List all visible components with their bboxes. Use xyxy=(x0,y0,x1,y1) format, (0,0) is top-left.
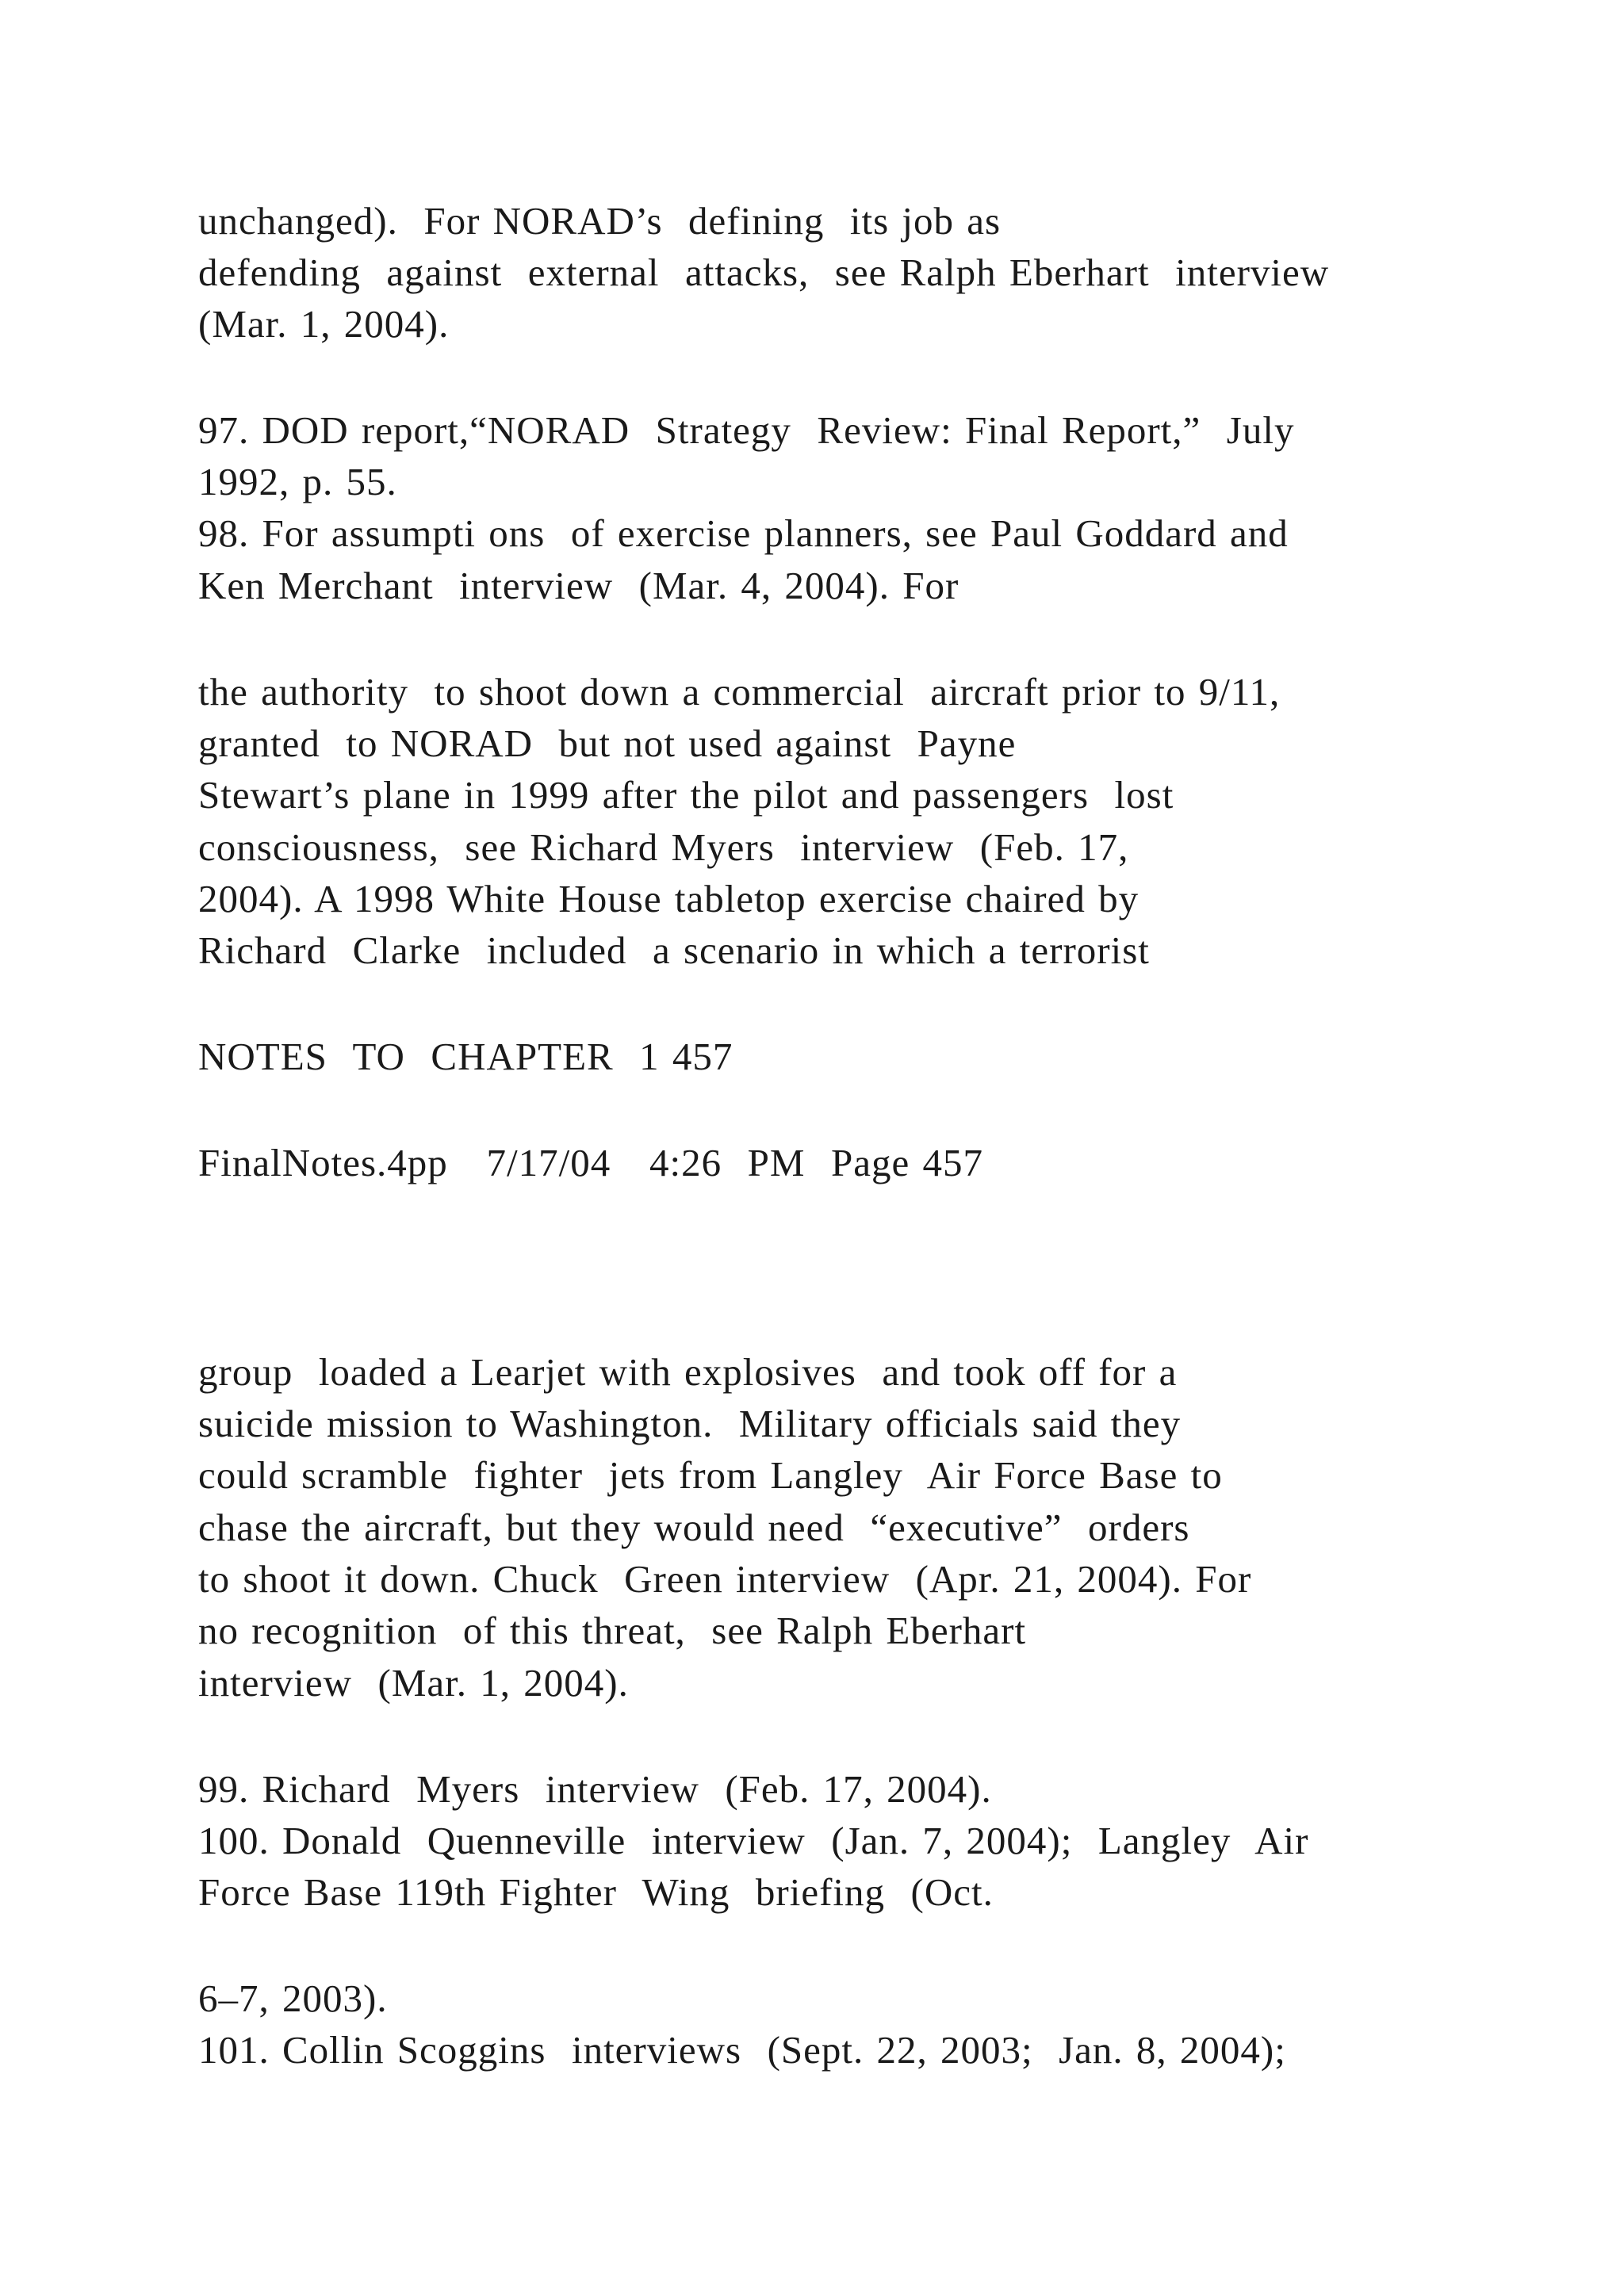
text-line: 98. For assumpti ons of exercise planners, see Paul Goddard and xyxy=(198,511,1289,555)
text-line: 99. Richard Myers interview (Feb. 17, 2004). xyxy=(198,1767,992,1811)
file-slug-line: FinalNotes.4pp 7/17/04 4:26 PM Page 457 xyxy=(198,1141,983,1184)
text-line: interview (Mar. 1, 2004). xyxy=(198,1661,629,1705)
text-line: suicide mission to Washington. Military officials said they xyxy=(198,1402,1182,1445)
text-line: 6–7, 2003). xyxy=(198,1976,388,2020)
text-line: 101. Collin Scoggins interviews (Sept. 22, 2003; Jan. 8, 2004); xyxy=(198,2028,1286,2072)
text-line: to shoot it down. Chuck Green interview (Apr. 21, 2004). For xyxy=(198,1557,1252,1601)
text-line: group loaded a Learjet with explosives and took off for a xyxy=(198,1350,1178,1394)
text-line: Ken Merchant interview (Mar. 4, 2004). For xyxy=(198,564,959,607)
text-line: granted to NORAD but not used against Payne xyxy=(198,721,1017,765)
text-line: defending against external attacks, see Ralph Eberhart interview xyxy=(198,251,1330,294)
text-line: no recognition of this threat, see Ralph Eberhart xyxy=(198,1609,1027,1652)
text-line: 1992, p. 55. xyxy=(198,460,397,503)
text-line: unchanged). For NORAD’s defining its job as xyxy=(198,199,1002,243)
text-line: Force Base 119th Fighter Wing briefing (Oct. xyxy=(198,1870,994,1914)
text-line: 97. DOD report,“NORAD Strategy Review: Final Report,” July xyxy=(198,408,1295,452)
text-line: Stewart’s plane in 1999 after the pilot and passengers lost xyxy=(198,773,1174,817)
text-line: consciousness, see Richard Myers interview (Feb. 17, xyxy=(198,825,1129,869)
text-line: chase the aircraft, but they would need “executive” orders xyxy=(198,1506,1190,1549)
text-line: the authority to shoot down a commercial aircraft prior to 9/11, xyxy=(198,670,1281,714)
text-line: (Mar. 1, 2004). xyxy=(198,302,450,346)
text-line: Richard Clarke included a scenario in which a terrorist xyxy=(198,928,1150,972)
text-line: could scramble fighter jets from Langley Air Force Base to xyxy=(198,1453,1223,1497)
text-line: 2004). A 1998 White House tabletop exercise chaired by xyxy=(198,877,1139,920)
chapter-notes-heading: NOTES TO CHAPTER 1 457 xyxy=(198,1035,733,1078)
text-line: 100. Donald Quenneville interview (Jan. 7, 2004); Langley Air xyxy=(198,1819,1309,1862)
